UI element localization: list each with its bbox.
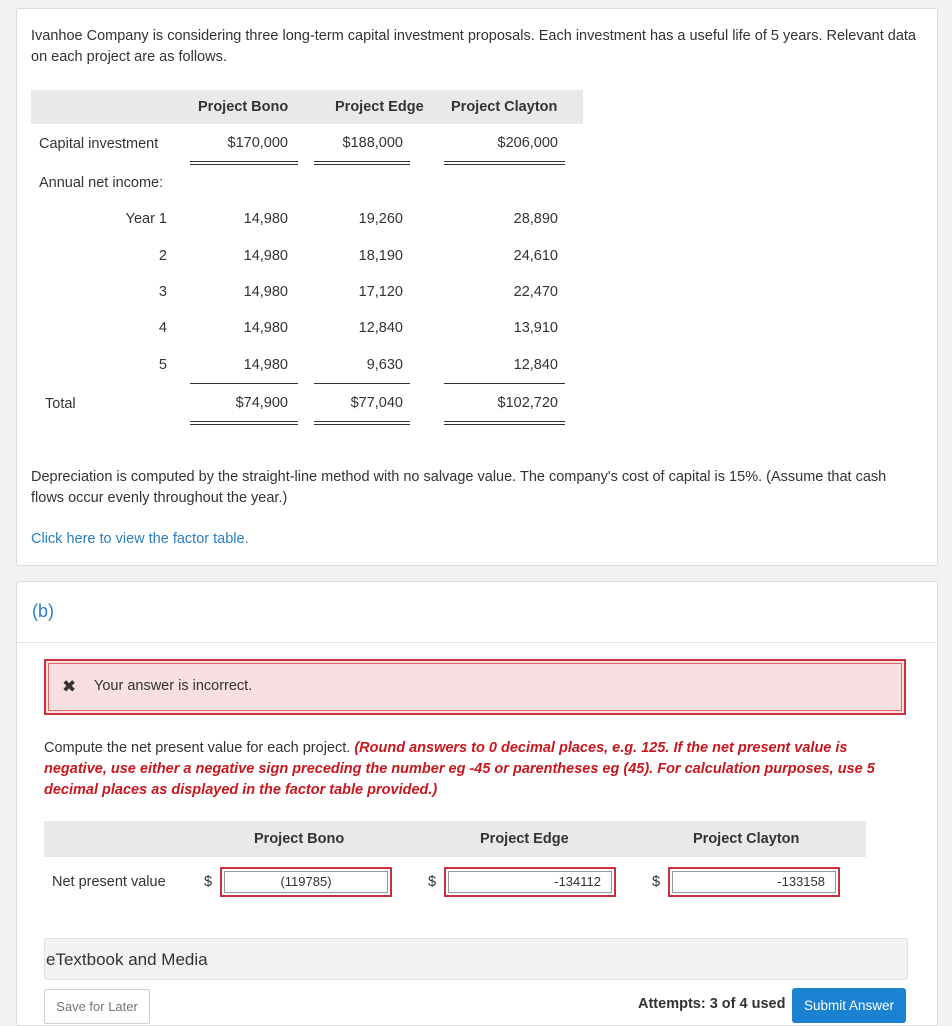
- header-project-clayton: Project Clayton: [451, 99, 558, 115]
- capital-edge: $188,000: [342, 135, 403, 151]
- year5-bono: 14,980: [243, 357, 288, 373]
- total-double-rule: [314, 421, 410, 425]
- factor-table-link[interactable]: Click here to view the factor table.: [31, 531, 249, 547]
- question-prompt: Compute the net present value for each project.: [44, 740, 355, 756]
- npv-edge-value: -134112: [448, 871, 612, 893]
- year2-bono: 14,980: [243, 248, 288, 264]
- submit-answer-button[interactable]: Submit Answer: [792, 988, 906, 1023]
- npv-clayton-value: -133158: [672, 871, 836, 893]
- answer-header-bono: Project Bono: [254, 831, 345, 847]
- question-text: [44, 738, 904, 801]
- year4-bono: 14,980: [243, 320, 288, 336]
- year-label: 5: [158, 357, 167, 373]
- npv-bono-input[interactable]: [220, 867, 392, 897]
- npv-bono-value: (119785): [224, 871, 388, 893]
- part-label: (b): [32, 601, 54, 621]
- rounding-instruction: (Round answers to 0 decimal places, e.g. 125. If the net present value is negative, use either a negative sign preceding the number eg -45 or parentheses eg (45). For calculation purposes, use 5 decimal places as displayed in the factor table provided.): [44, 740, 875, 798]
- year1-clayton: 28,890: [513, 211, 558, 227]
- year-label: 4: [158, 320, 167, 336]
- capital-bono: $170,000: [227, 135, 288, 151]
- incorrect-message: Your answer is incorrect.: [94, 678, 253, 694]
- total-double-rule: [444, 421, 565, 425]
- year5-edge: 9,630: [366, 357, 403, 373]
- close-x-icon: ✖: [62, 677, 77, 696]
- total-bono: $74,900: [235, 395, 288, 411]
- total-label: Total: [45, 396, 76, 412]
- dollar-sign: $: [652, 874, 661, 890]
- capital-investment-label: Capital investment: [39, 136, 159, 152]
- subtotal-rule: [190, 383, 298, 384]
- year1-bono: 14,980: [243, 211, 288, 227]
- annual-net-income-label: Annual net income:: [39, 175, 164, 191]
- answer-header-edge: Project Edge: [480, 831, 569, 847]
- etextbook-label: eTextbook and Media: [46, 950, 208, 969]
- total-edge: $77,040: [350, 395, 403, 411]
- attempts-counter: Attempts: 3 of 4 used: [638, 996, 786, 1012]
- save-for-later-button[interactable]: Save for Later: [44, 989, 150, 1024]
- year-label: 3: [158, 284, 167, 300]
- subtotal-rule: [444, 383, 565, 384]
- year1-edge: 19,260: [358, 211, 403, 227]
- year2-edge: 18,190: [358, 248, 403, 264]
- year4-clayton: 13,910: [513, 320, 558, 336]
- dollar-sign: $: [428, 874, 437, 890]
- capital-double-rule: [190, 161, 298, 165]
- subtotal-rule: [314, 383, 410, 384]
- capital-double-rule: [314, 161, 410, 165]
- problem-intro: Ivanhoe Company is considering three long-term capital investment proposals. Each investment has a useful life of 5 years. Relevant data on each project are as follows.: [31, 28, 916, 65]
- year-label: 2: [158, 248, 167, 264]
- year-label: Year 1: [125, 211, 167, 227]
- total-double-rule: [190, 421, 298, 425]
- capital-double-rule: [444, 161, 565, 165]
- part-divider: [17, 642, 936, 643]
- year5-clayton: 12,840: [513, 357, 558, 373]
- depreciation-note: Depreciation is computed by the straight-line method with no salvage value. The company's cost of capital is 15%. (Assume that cash flows occur evenly throughout the year.): [31, 469, 887, 506]
- capital-clayton: $206,000: [497, 135, 558, 151]
- year2-clayton: 24,610: [513, 248, 558, 264]
- year3-edge: 17,120: [358, 284, 403, 300]
- total-clayton: $102,720: [497, 395, 558, 411]
- header-project-edge: Project Edge: [335, 99, 424, 115]
- year4-edge: 12,840: [358, 320, 403, 336]
- answer-header-clayton: Project Clayton: [693, 831, 800, 847]
- year3-clayton: 22,470: [513, 284, 558, 300]
- header-project-bono: Project Bono: [198, 99, 289, 115]
- year3-bono: 14,980: [243, 284, 288, 300]
- dollar-sign: $: [204, 874, 213, 890]
- npv-row-label: Net present value: [52, 874, 166, 890]
- npv-clayton-input[interactable]: [668, 867, 840, 897]
- npv-edge-input[interactable]: [444, 867, 616, 897]
